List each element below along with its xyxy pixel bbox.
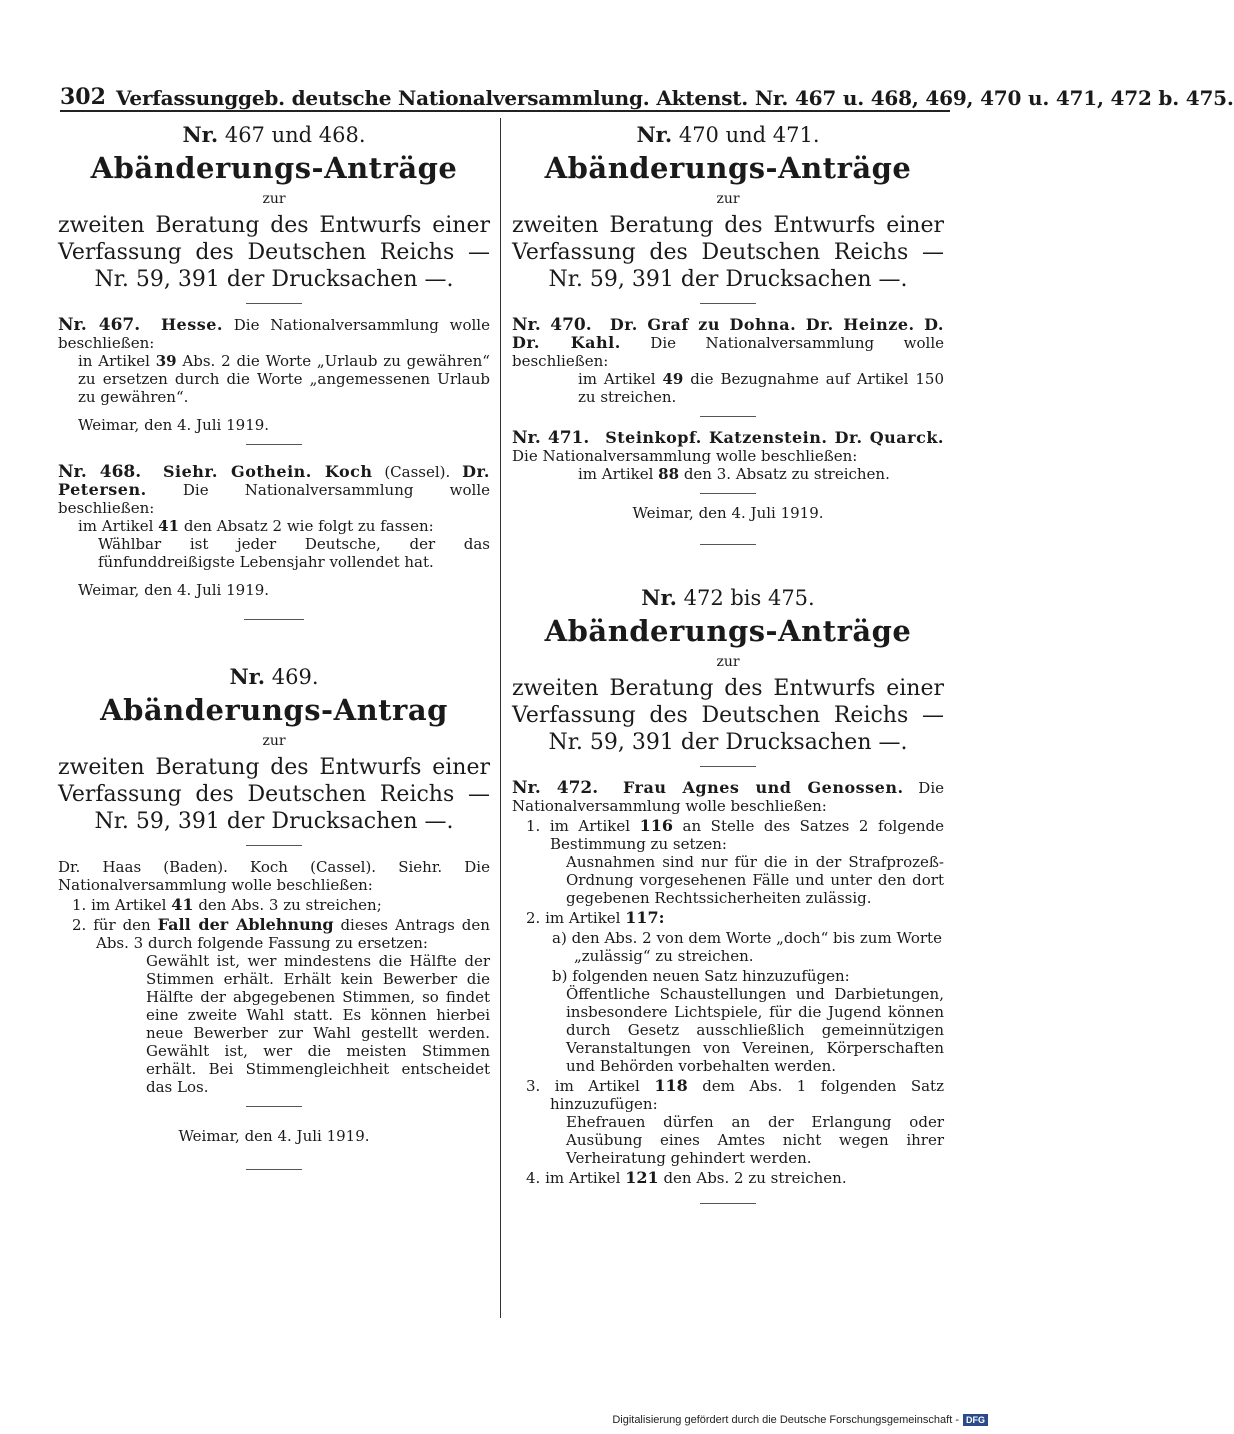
separator — [700, 416, 756, 417]
motion-470-body: im Artikel 49 die Bezugnahme auf Artikel 150 zu streichen. — [578, 370, 944, 406]
separator — [246, 1169, 302, 1170]
digitization-credit: Digitalisierung gefördert durch die Deutsche Forschungsgemeinschaft - DFG — [612, 1414, 988, 1426]
zur-label: zur — [262, 733, 286, 749]
sub-item: a) den Abs. 2 von dem Worte „doch“ bis zum Worte „zulässig“ zu streichen. — [552, 929, 942, 965]
section-subject: zweiten Beratung des Entwurfs einer Verfassung des Deutschen Reichs — Nr. 59, 391 der Drucksachen —. — [58, 213, 490, 292]
section-subject: zweiten Beratung des Entwurfs einer Verfassung des Deutschen Reichs — Nr. 59, 391 der Drucksachen —. — [512, 676, 944, 755]
section-title: Abänderungs-Antrag — [100, 693, 448, 727]
motion-468-quote: Wählbar ist jeder Deutsche, der das fünfunddreißigste Lebensjahr vollendet hat. — [98, 535, 490, 571]
section-title: Abänderungs-Anträge — [544, 151, 912, 185]
list-item: 1. im Artikel 116 an Stelle des Satzes 2 folgende Bestimmung zu setzen: — [526, 816, 944, 853]
section-title: Abänderungs-Anträge — [90, 151, 458, 185]
separator — [244, 619, 304, 620]
column-divider — [500, 118, 501, 1318]
motion-472: Nr. 472. Frau Agnes und Genossen. Die Nationalversammlung wolle beschließen: — [512, 778, 944, 815]
section-number: Nr. 469. — [229, 664, 319, 689]
motion-468: Nr. 468. Siehr. Gothein. Koch (Cassel). Dr. Petersen. Die Nationalversammlung wolle beschließen: — [58, 462, 490, 517]
item-quote: Öffentliche Schaustellungen und Darbietungen, insbesondere Lichtspiele, für die Jugend können durch Gesetz ausschließlich gemeinnützigen Veranstaltungen von Vereinen, Körperschaften und Behörden vorbehalten werden. — [566, 985, 944, 1075]
motion-471-body: im Artikel 88 den 3. Absatz zu streichen. — [578, 465, 890, 483]
separator — [246, 845, 302, 846]
sub-item: b) folgenden neuen Satz hinzuzufügen: — [552, 967, 850, 985]
motion-471: Nr. 471. Steinkopf. Katzenstein. Dr. Quarck. Die Nationalversammlung wolle beschließen: — [512, 428, 944, 465]
list-item: 1. im Artikel 41 den Abs. 3 zu streichen; — [72, 895, 382, 914]
separator — [700, 766, 756, 767]
left-column — [58, 112, 490, 1180]
separator — [700, 493, 756, 494]
separator — [246, 1106, 302, 1107]
motion-469: Dr. Haas (Baden). Koch (Cassel). Siehr. Die Nationalversammlung wolle beschließen: — [58, 858, 490, 894]
separator — [700, 303, 756, 304]
separator — [700, 1203, 756, 1204]
dfg-logo: DFG — [963, 1414, 988, 1426]
section-number: Nr. 467 und 468. — [182, 122, 366, 147]
motion-469-date: Weimar, den 4. Juli 1919. — [178, 1127, 370, 1145]
page-number: 302 — [60, 84, 106, 110]
running-header — [60, 80, 1234, 112]
section-number: Nr. 470 und 471. — [636, 122, 820, 147]
list-item: 2. für den Fall der Ablehnung dieses Antrags den Abs. 3 durch folgende Fassung zu ersetzen: — [72, 915, 490, 952]
zur-label: zur — [262, 191, 286, 207]
motion-469-quote: Gewählt ist, wer mindestens die Hälfte der Stimmen erhält. Erhält kein Bewerber die Hälfte der abgegebenen Stimmen, so findet eine zweite Wahl statt. Es können hierbei neue Bewerber zur Wahl gestellt werden. Gewählt ist, wer die meisten Stimmen erhält. Bei Stimmengleichheit entscheidet das Los. — [146, 952, 490, 1096]
section-number: Nr. 472 bis 475. — [641, 585, 815, 610]
motion-470: Nr. 470. Dr. Graf zu Dohna. Dr. Heinze. D. Dr. Kahl. Die Nationalversammlung wolle beschließen: — [512, 315, 945, 370]
separator — [246, 303, 302, 304]
right-column — [512, 112, 944, 1214]
separator — [246, 444, 302, 445]
motion-467-date: Weimar, den 4. Juli 1919. — [78, 416, 270, 434]
section-subject: zweiten Beratung des Entwurfs einer Verfassung des Deutschen Reichs — Nr. 59, 391 der Drucksachen —. — [58, 755, 490, 834]
motion-467: Nr. 467. Hesse. Die Nationalversammlung wolle beschließen: — [58, 315, 490, 352]
separator — [700, 544, 756, 545]
motion-471-date: Weimar, den 4. Juli 1919. — [632, 504, 824, 522]
section-subject: zweiten Beratung des Entwurfs einer Verfassung des Deutschen Reichs — Nr. 59, 391 der Drucksachen —. — [512, 213, 944, 292]
motion-467-body: in Artikel 39 Abs. 2 die Worte „Urlaub zu gewähren“ zu ersetzen durch die Worte „angemessenen Urlaub zu gewähren“. — [78, 352, 490, 406]
section-title: Abänderungs-Anträge — [544, 614, 912, 648]
list-item: 2. im Artikel 117: — [526, 908, 665, 927]
item-quote: Ausnahmen sind nur für die in der Strafprozeß-Ordnung vorgesehenen Fälle und unter den dort gegebenen Rechtssicherheiten zulässig. — [566, 853, 944, 907]
zur-label: zur — [716, 654, 740, 670]
running-title: Verfassunggeb. deutsche Nationalversammlung. Aktenst. Nr. 467 u. 468, 469, 470 u. 471, 472 b. 475. — [115, 86, 1234, 110]
list-item: 3. im Artikel 118 dem Abs. 1 folgenden Satz hinzuzufügen: — [526, 1076, 944, 1113]
zur-label: zur — [716, 191, 740, 207]
motion-468-body: im Artikel 41 den Absatz 2 wie folgt zu fassen: — [78, 517, 434, 535]
list-item: 4. im Artikel 121 den Abs. 2 zu streichen. — [526, 1168, 847, 1187]
item-quote: Ehefrauen dürfen an der Erlangung oder Ausübung eines Amtes nicht wegen ihrer Verheiratung gehindert werden. — [566, 1113, 944, 1167]
motion-468-date: Weimar, den 4. Juli 1919. — [78, 581, 270, 599]
